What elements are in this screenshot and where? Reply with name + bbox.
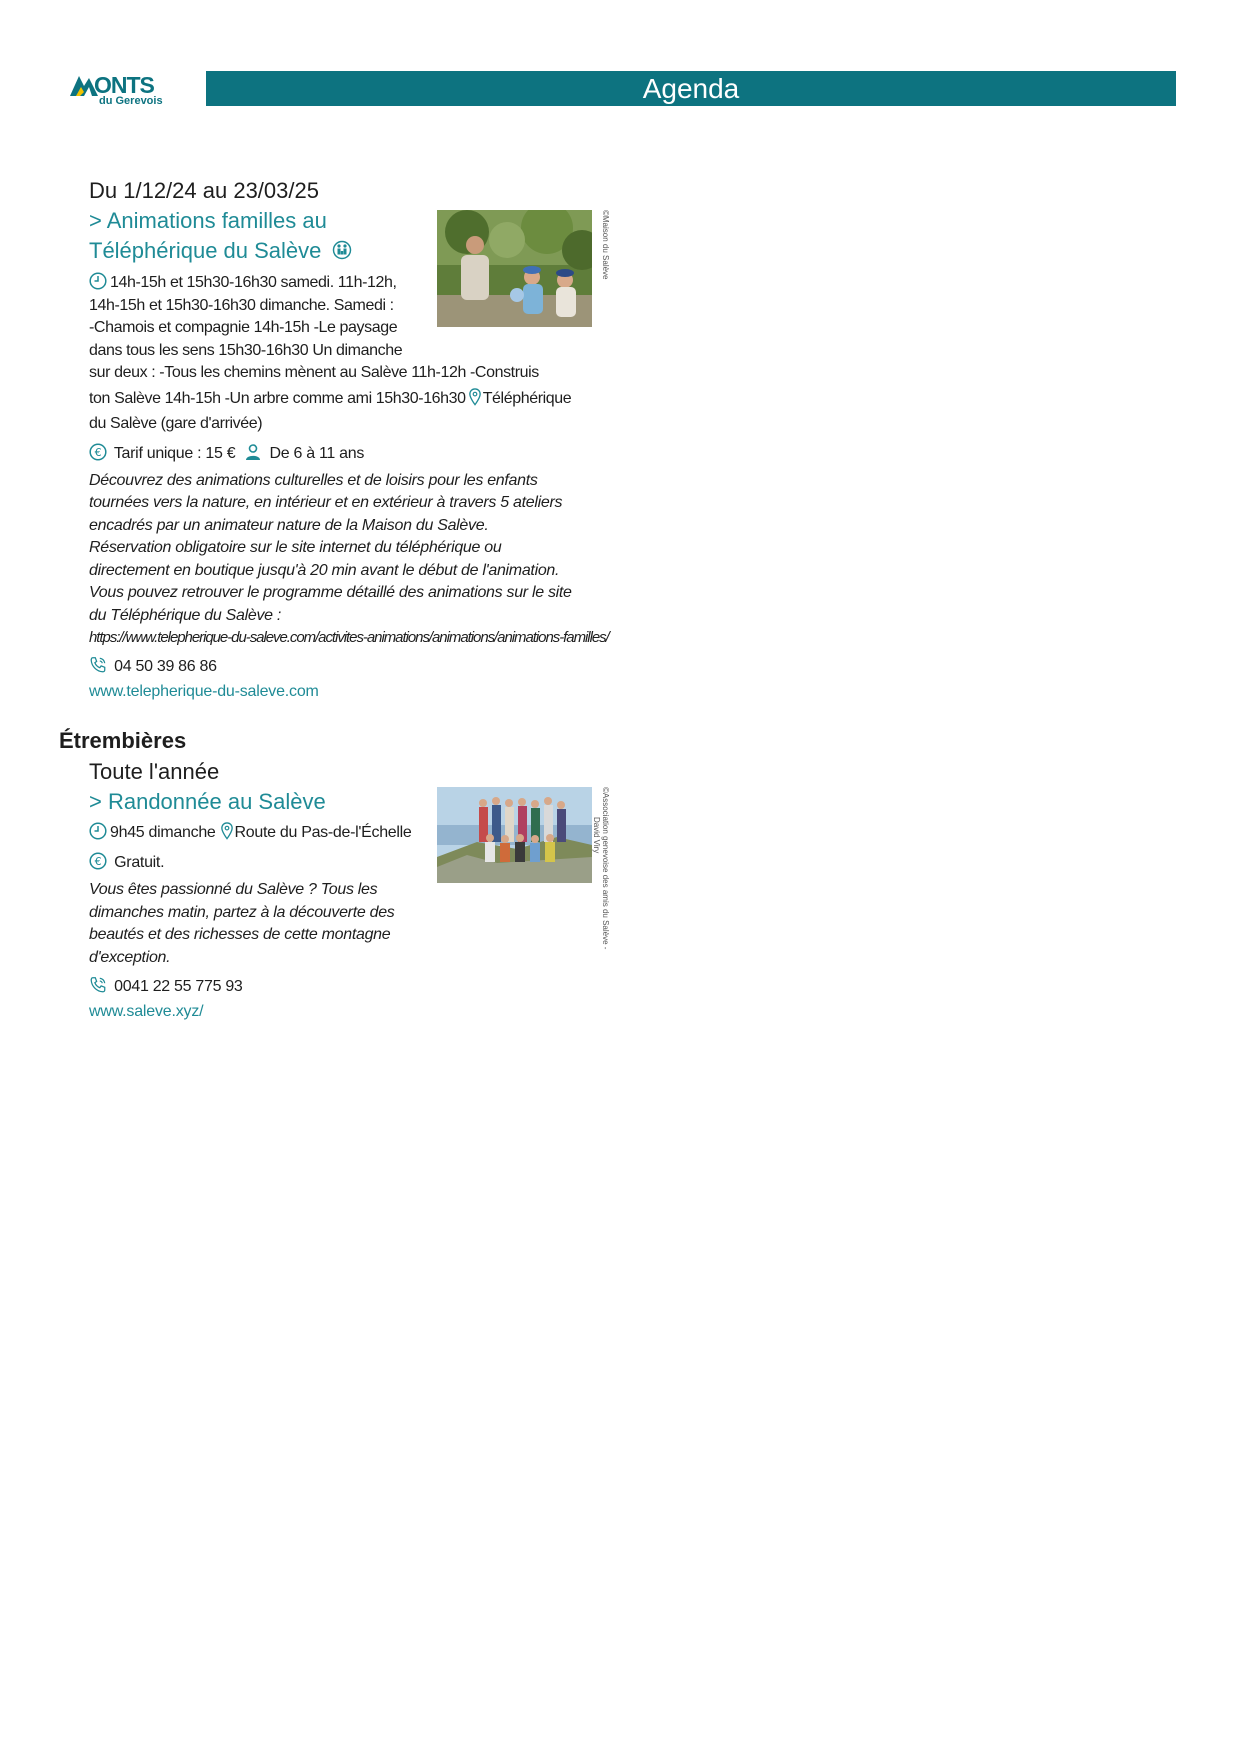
event-photo-animations: [437, 210, 592, 327]
event-description: [89, 879, 629, 969]
event-location: Route du Pas-de-l'Échelle: [234, 824, 412, 841]
euro-icon: [89, 852, 107, 870]
description-line: Réservation obligatoire sur le site internet du téléphérique ou: [89, 539, 502, 557]
person-icon: [244, 443, 262, 461]
family-icon: [332, 240, 352, 260]
logo-brand: ONTS: [94, 72, 154, 98]
logo: [70, 72, 170, 112]
photo-credit-line1: ©Association genevoise des amis du Salève -: [601, 787, 610, 950]
event-age: De 6 à 11 ans: [269, 444, 365, 462]
clock-icon: [89, 272, 107, 290]
event-description: [89, 470, 629, 628]
description-line: Vous êtes passionné du Salève ? Tous les: [89, 881, 378, 898]
schedule-line: dans tous les sens 15h30-16h30 Un dimanche: [89, 341, 403, 359]
description-line: encadrés par un animateur nature de la Maison du Salève.: [89, 516, 489, 534]
event-title-line1: > Animations familles au: [89, 208, 327, 233]
clock-icon: [89, 822, 107, 840]
event-time: 9h45 dimanche: [110, 824, 216, 841]
location-pin-icon: [468, 388, 482, 406]
photo-hiking-group: [437, 787, 592, 883]
description-line: directement en boutique jusqu'à 20 min avant le début de l'animation.: [89, 561, 560, 579]
phone-icon: [89, 656, 107, 674]
phone-icon: [89, 976, 107, 994]
event-phone-row: [89, 655, 629, 679]
event-location: Téléphérique: [482, 389, 572, 407]
description-line: Vous pouvez retrouver le programme détaillé des animations sur le site: [89, 584, 572, 602]
event-price-row: [89, 442, 629, 466]
description-line: beautés et des richesses de cette montagne: [89, 926, 391, 943]
schedule-line: sur deux : -Tous les chemins mènent au Salève 11h-12h -Construis: [89, 364, 539, 382]
event-phone[interactable]: 0041 22 55 775 93: [114, 978, 243, 995]
description-line: du Téléphérique du Salève :: [89, 606, 282, 624]
event-date: Toute l'année: [89, 759, 220, 784]
page-title: Agenda: [206, 71, 1176, 106]
section-title-etrembieres: Étrembières: [59, 728, 187, 753]
event-photo-randonnee: [437, 787, 592, 883]
schedule-line: 14h-15h et 15h30-16h30 dimanche. Samedi :: [89, 296, 394, 314]
schedule-line: -Chamois et compagnie 14h-15h -Le paysage: [89, 319, 398, 337]
event-phone[interactable]: 04 50 39 86 86: [114, 658, 217, 676]
event-title-line2: Téléphérique du Salève: [89, 238, 322, 263]
event-price: Gratuit.: [114, 854, 165, 871]
description-line: Découvrez des animations culturelles et de loisirs pour les enfants: [89, 471, 538, 489]
schedule-line: 14h-15h et 15h30-16h30 samedi. 11h-12h,: [110, 274, 397, 291]
event-location-cont: du Salève (gare d'arrivée): [89, 414, 263, 432]
svg-text:€: €: [94, 445, 102, 459]
event-phone-row: [89, 975, 629, 999]
description-line: dimanches matin, partez à la découverte des: [89, 903, 395, 921]
euro-icon: [89, 443, 107, 461]
logo-tagline: du Gerevois: [99, 95, 163, 107]
event-website-link[interactable]: www.telepherique-du-saleve.com: [89, 683, 319, 701]
event-price: Tarif unique : 15 €: [113, 444, 236, 462]
location-pin-icon: [220, 822, 234, 840]
description-line: tournées vers la nature, en intérieur et en extérieur à travers 5 ateliers: [89, 494, 563, 512]
description-url[interactable]: https://www.telepherique-du-saleve.com/activites-animations/animations/animations-familles/: [89, 629, 609, 647]
photo-credit-line2: David Viry: [592, 817, 601, 854]
event-website-link[interactable]: www.saleve.xyz/: [89, 1003, 204, 1020]
photo-credit: ©Maison du Salève: [601, 210, 610, 280]
event-date: Du 1/12/24 au 23/03/25: [89, 178, 319, 203]
svg-text:€: €: [94, 855, 102, 868]
photo-credit: [592, 787, 610, 949]
event-title[interactable]: > Randonnée au Salève: [89, 789, 326, 814]
description-line: d'exception.: [89, 948, 171, 966]
photo-children-nature: [437, 210, 592, 327]
schedule-line: ton Salève 14h-15h -Un arbre comme ami 15h30-16h30: [89, 389, 466, 407]
